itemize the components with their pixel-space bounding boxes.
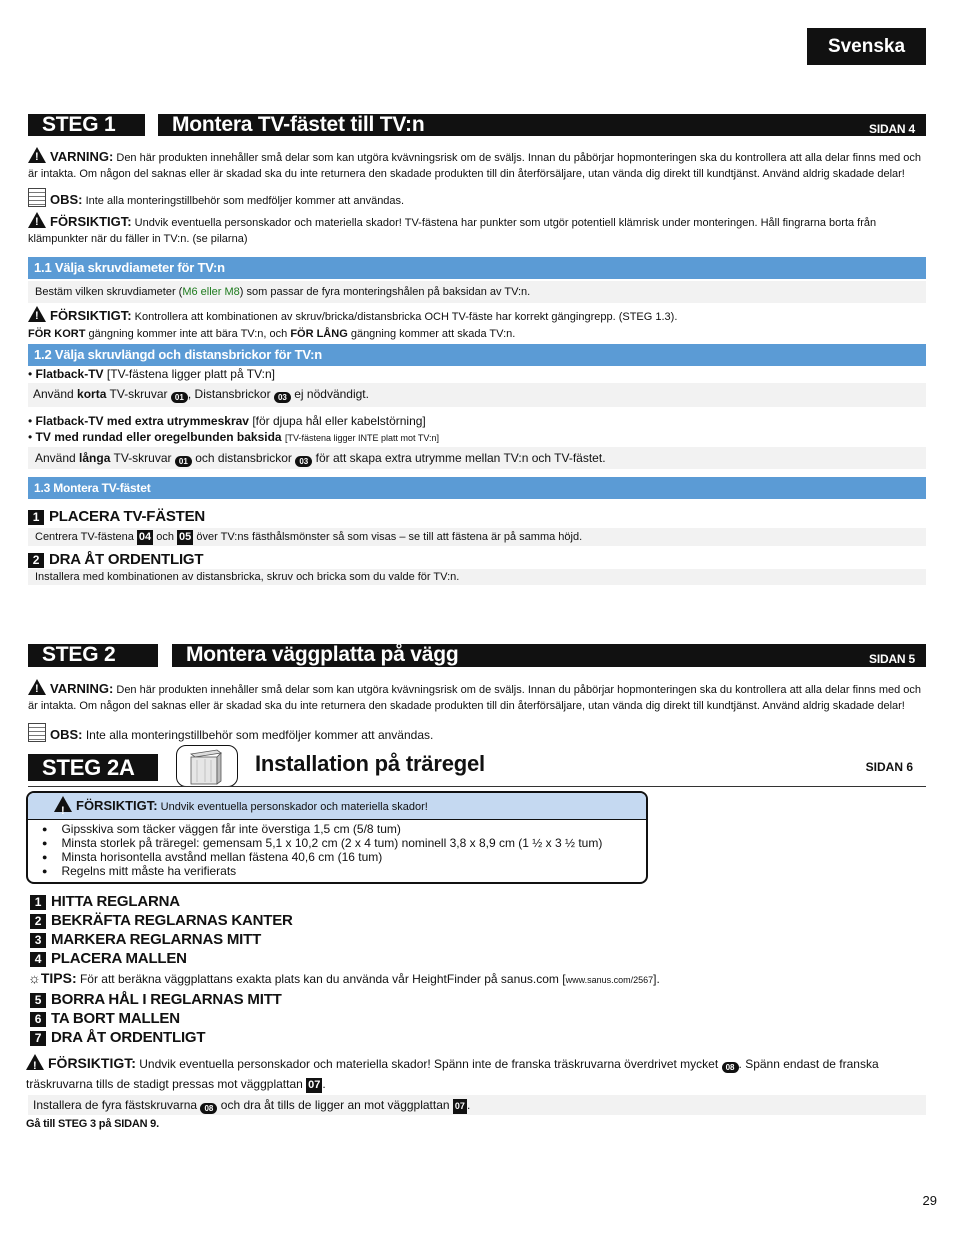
varning-text: Den här produkten innehåller små delar som kan utgöra kvävningsrisk om de sväljs. Innan du påbörjar hopmonteringen ska du kontrollera att alla delar finns med och är intakta. Om någon del saknas eller är skadad ska du inte returnera den skadade produkten till din återförsäljare, utan vända dig direkt till kundtjänst. Använd aldrig skadade delar! (28, 684, 922, 712)
step-number: 2 (30, 914, 46, 929)
steg2-varning (28, 679, 928, 714)
steg2-title: Montera väggplatta på vägg (186, 643, 459, 666)
use-bold: korta (77, 387, 107, 401)
steg2a-divider (28, 786, 926, 787)
s13-step-2-text: Installera med kombinationen av distansbricka, skruv och bricka som du valde för TV:n. (28, 569, 926, 585)
caution-label: FÖRSIKTIGT: (76, 798, 158, 813)
step-text: och (156, 531, 174, 543)
s12-bullet-2: • Flatback-TV med extra utrymmeskrav [för djupa hål eller kabelstörning] (28, 414, 426, 428)
steg1-title-bar (158, 114, 926, 136)
step-label: PLACERA MALLEN (51, 950, 187, 967)
varning-label: VARNING: (50, 681, 114, 696)
steg2a-title: Installation på träregel (255, 751, 485, 776)
use-text: Använd (33, 387, 74, 401)
use-text: TV-skruvar (109, 387, 168, 401)
forsiktigt-label: FÖRSIKTIGT: (50, 214, 132, 229)
flatback-text: [TV-fästena ligger platt på TV:n] (106, 367, 275, 381)
step-item (30, 930, 293, 949)
note-icon (28, 188, 46, 207)
s12-bullets-2 (28, 413, 928, 446)
section-1-1-text (28, 281, 926, 303)
step-number: 1 (30, 895, 46, 910)
caution-box (26, 791, 648, 884)
part-03-badge: 03 (295, 456, 312, 467)
forsiktigt-text: . (322, 1077, 326, 1091)
warning-icon (28, 212, 46, 228)
use-text: TV-skruvar (113, 451, 172, 465)
s11-text-b: ) som passar de fyra monteringshålen på baksidan av TV:n. (239, 286, 531, 298)
varning-text: Den här produkten innehåller små delar som kan utgöra kvävningsrisk om de sväljs. Innan du påbörjar hopmonteringen ska du kontrollera att alla delar finns med och är intakta. Om någon del saknas eller är skadad ska du inte returnera den skadade produkten till din återförsäljare, utan vända dig direkt till kundtjänst. Använd aldrig skadade delar! (28, 152, 922, 180)
s13-step-1 (28, 507, 205, 526)
tips-url: www.sanus.com/2567 (565, 975, 654, 985)
forsiktigt-label: FÖRSIKTIGT: (50, 308, 132, 323)
step-text: över TV:ns fästhålsmönster så som visas – se till att fästena är på samma höjd. (196, 531, 583, 543)
part-08-badge: 08 (722, 1062, 739, 1073)
use-text: Använd (35, 451, 76, 465)
language-tab: Svenska (807, 28, 926, 65)
steg2a-steps-1-4 (30, 892, 293, 968)
steg1-varning (28, 147, 928, 182)
bullet-text: [för djupa hål eller kabelstörning] (252, 414, 426, 428)
steg1-sidan: SIDAN 4 (869, 122, 915, 136)
step-number: 5 (30, 993, 46, 1008)
flatback-label: Flatback-TV (35, 367, 104, 381)
caution-bullet: ● Minsta horisontella avstånd mellan fästena 40,6 cm (16 tum) (42, 850, 646, 864)
step-label: MARKERA REGLARNAS MITT (51, 931, 262, 948)
steg2a-steps-5-7 (30, 990, 282, 1047)
s13-step-1-text (28, 528, 926, 546)
for-kort-label: FÖR KORT (28, 328, 86, 340)
step-label: DRA ÅT ORDENTLIGT (49, 551, 204, 568)
step-number: 6 (30, 1012, 46, 1027)
caution-header (28, 793, 646, 820)
s12-use-1 (28, 383, 926, 407)
caution-bullet: ● Minsta storlek på träregel: gemensam 5,1 x 10,2 cm (2 x 4 tum) nominell 3,8 x 8,9 cm (1 ½ x 3 ½ tum) (42, 836, 646, 850)
forsiktigt-text: Undvik eventuella personskador och materiella skador! Spänn inte de franska träskruvarna överdrivet mycket (139, 1057, 719, 1071)
part-05-badge: 05 (179, 531, 192, 543)
use-text: , Distansbrickor (187, 387, 271, 401)
part-07-badge: 07 (453, 1099, 467, 1114)
part-03-badge: 03 (274, 392, 291, 403)
s12-bullet-1: • Flatback-TV [TV-fästena ligger platt på TV:n] (28, 367, 275, 381)
part-08-badge: 08 (200, 1103, 217, 1114)
s12-use-2 (28, 447, 926, 469)
step-item (30, 1009, 282, 1028)
caution-text: Undvik eventuella personskador och materiella skador! (160, 801, 428, 813)
part-07-badge: 07 (308, 1079, 321, 1091)
forsiktigt-text: Kontrollera att kombinationen av skruv/bricka/distansbricka OCH TV-fäste har korrekt gängingrepp. (STEG 1.3). (134, 311, 678, 323)
tips-label: TIPS: (40, 970, 77, 986)
forsiktigt-label: FÖRSIKTIGT: (48, 1055, 136, 1071)
use-text: för att skapa extra utrymme mellan TV:n och TV-fästet. (315, 451, 606, 465)
obs-label: OBS: (50, 727, 83, 742)
step-number: 2 (28, 553, 44, 568)
step-number: 3 (30, 933, 46, 948)
for-lang-text: gängning kommer att skada TV:n. (350, 328, 516, 340)
page-number: 29 (922, 1193, 937, 1208)
bullet-bold: Flatback-TV med extra utrymmeskrav (35, 414, 249, 428)
caution-bullets (28, 822, 646, 878)
step-item (30, 949, 293, 968)
bullet-text: [TV-fästena ligger INTE platt mot TV:n] (284, 433, 440, 443)
step-label: DRA ÅT ORDENTLIGT (51, 1029, 206, 1046)
varning-label: VARNING: (50, 149, 114, 164)
part-01-badge: 01 (175, 456, 192, 467)
install-text: och dra åt tills de ligger an mot väggplattan (220, 1098, 450, 1112)
tips-text: För att beräkna väggplattans exakta plats kan du använda vår HeightFinder på sanus.com [ (79, 972, 566, 986)
step-item (30, 1028, 282, 1047)
part-01-badge: 01 (171, 392, 188, 403)
warning-icon (26, 1054, 44, 1070)
for-kort-text: gängning kommer inte att bära TV:n, och (88, 328, 288, 340)
caution-bullet: ● Regelns mitt måste ha verifierats (42, 864, 646, 878)
section-1-2-header: 1.2 Välja skruvlängd och distansbrickor för TV:n (28, 344, 926, 366)
step-label: TA BORT MALLEN (51, 1010, 180, 1027)
s11-forsiktigt (28, 306, 928, 325)
steg1-obs (28, 188, 928, 209)
s11-screw-sizes: M6 eller M8 (182, 286, 240, 298)
tips-end: ]. (653, 972, 660, 986)
steg2a-install (28, 1095, 926, 1115)
step-label: PLACERA TV-FÄSTEN (49, 508, 206, 525)
steg2a-sidan: SIDAN 6 (865, 760, 913, 774)
steg2a-label: STEG 2A (28, 754, 158, 781)
forsiktigt-text: . Spänn endast de franska träskruvarna tills de stadigt pressas mot väggplattan (26, 1057, 879, 1091)
part-04-badge: 04 (138, 531, 152, 543)
steg2a-forsiktigt (26, 1053, 906, 1094)
steg1-title: Montera TV-fästet till TV:n (172, 113, 425, 136)
note-icon (28, 723, 46, 742)
use-text: ej nödvändigt. (294, 387, 369, 401)
step-number: 1 (28, 510, 44, 525)
bullet-bold: TV med rundad eller oregelbunden baksida (35, 430, 282, 444)
step-item (30, 892, 293, 911)
step-label: BORRA HÅL I REGLARNAS MITT (51, 991, 282, 1008)
warning-icon (28, 147, 46, 163)
s11-thread-note (28, 328, 928, 340)
steg2-obs (28, 723, 928, 744)
obs-text: Inte alla monteringstillbehör som medföljer kommer att användas. (85, 195, 405, 207)
install-text: Installera de fyra fästskruvarna (33, 1098, 198, 1112)
tips-line (28, 970, 928, 986)
steg1-label: STEG 1 (28, 114, 145, 136)
wood-stud-icon (176, 745, 238, 787)
step-item (30, 911, 293, 930)
step-label: HITTA REGLARNA (51, 893, 180, 910)
warning-icon (28, 679, 46, 695)
step-text: Centrera TV-fästena (35, 531, 134, 543)
step-number: 7 (30, 1031, 46, 1046)
steg2-sidan: SIDAN 5 (869, 652, 915, 666)
use-text: och distansbrickor (195, 451, 292, 465)
s11-text-a: Bestäm vilken skruvdiameter ( (35, 286, 183, 298)
sun-icon: ☼ (28, 970, 41, 986)
obs-text: Inte alla monteringstillbehör som medföljer kommer att användas. (85, 728, 434, 742)
step-item (30, 990, 282, 1009)
warning-icon (28, 306, 46, 322)
use-bold: långa (79, 451, 111, 465)
install-text: . (466, 1098, 471, 1112)
steg2-label: STEG 2 (28, 644, 158, 667)
section-1-3-header: 1.3 Montera TV-fästet (28, 477, 926, 499)
for-lang-label: FÖR LÅNG (290, 328, 348, 340)
steg2-title-bar (172, 644, 926, 667)
goto-steg3: Gå till STEG 3 på SIDAN 9. (26, 1118, 159, 1130)
caution-bullet: ● Gipsskiva som täcker väggen får inte överstiga 1,5 cm (5/8 tum) (42, 822, 646, 836)
step-number: 4 (30, 952, 46, 967)
section-1-1-header: 1.1 Välja skruvdiameter för TV:n (28, 257, 926, 279)
obs-label: OBS: (50, 192, 83, 207)
step-label: BEKRÄFTA REGLARNAS KANTER (51, 912, 293, 929)
s12-bullet-3: • TV med rundad eller oregelbunden baksida [TV-fästena ligger INTE platt mot TV:n] (28, 430, 440, 444)
s13-step-2 (28, 550, 203, 569)
warning-icon (54, 796, 72, 812)
steg1-forsiktigt (28, 212, 928, 247)
forsiktigt-text: Undvik eventuella personskador och materiella skador! TV-fästena har punkter som utgör potentiell klämrisk under monteringen. Håll fingrarna borta från klämpunkter när du fäller in TV:n. (se pilarna) (28, 217, 877, 245)
